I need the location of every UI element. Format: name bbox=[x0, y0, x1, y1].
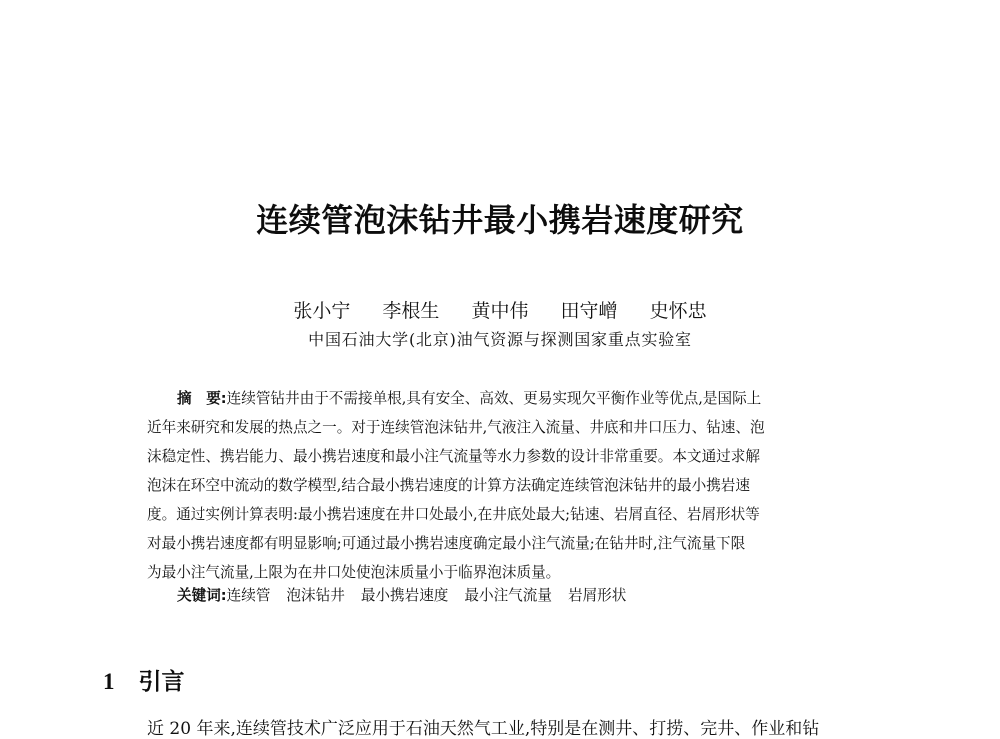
author-list bbox=[0, 296, 1000, 323]
author-name: 史怀忠 bbox=[649, 300, 707, 322]
section-number: 1 bbox=[103, 669, 115, 694]
keyword: 泡沫钻井 bbox=[286, 587, 345, 604]
section-title: 引言 bbox=[138, 669, 185, 695]
keyword: 最小携岩速度 bbox=[360, 587, 449, 604]
author-name: 田守嶒 bbox=[560, 300, 618, 322]
keywords bbox=[177, 584, 642, 608]
abstract-line: 对最小携岩速度都有明显影响;可通过最小携岩速度确定最小注气流量;在钻井时,注气流量下限 bbox=[147, 535, 746, 552]
abstract-label: 摘 要: bbox=[177, 390, 227, 407]
author-name: 黄中伟 bbox=[471, 300, 529, 322]
abstract-line: 度。通过实例计算表明:最小携岩速度在井口处最小,在井底处最大;钻速、岩屑直径、岩屑形状等 bbox=[147, 506, 760, 523]
abstract-line: 泡沫在环空中流动的数学模型,结合最小携岩速度的计算方法确定连续管泡沫钻井的最小携岩速 bbox=[147, 477, 750, 494]
section-heading bbox=[103, 663, 185, 696]
abstract-line: 近年来研究和发展的热点之一。对于连续管泡沫钻井,气液注入流量、井底和井口压力、钻速、泡 bbox=[147, 419, 765, 436]
abstract bbox=[147, 384, 881, 587]
abstract-text: 连续管钻井由于不需接单根,具有安全、高效、更易实现欠平衡作业等优点,是国际上 bbox=[226, 390, 762, 407]
affiliation: 中国石油大学(北京)油气资源与探测国家重点实验室 bbox=[308, 330, 692, 349]
keyword: 岩屑形状 bbox=[567, 587, 627, 604]
keywords-label: 关键词: bbox=[177, 587, 227, 604]
body-paragraph: 近 20 年来,连续管技术广泛应用于石油天然气工业,特别是在测井、打捞、完井、作业和钻 bbox=[147, 719, 820, 739]
paper-title: 连续管泡沫钻井最小携岩速度研究 bbox=[256, 201, 744, 239]
keyword: 连续管 bbox=[226, 587, 271, 604]
abstract-line bbox=[147, 384, 881, 413]
author-name: 张小宁 bbox=[293, 300, 351, 322]
author-name: 李根生 bbox=[382, 300, 440, 322]
keyword: 最小注气流量 bbox=[464, 587, 552, 604]
abstract-line: 沫稳定性、携岩能力、最小携岩速度和最小注气流量等水力参数的设计非常重要。本文通过求解 bbox=[147, 448, 760, 465]
abstract-line: 为最小注气流量,上限为在井口处使泡沫质量小于临界泡沫质量。 bbox=[147, 564, 561, 581]
